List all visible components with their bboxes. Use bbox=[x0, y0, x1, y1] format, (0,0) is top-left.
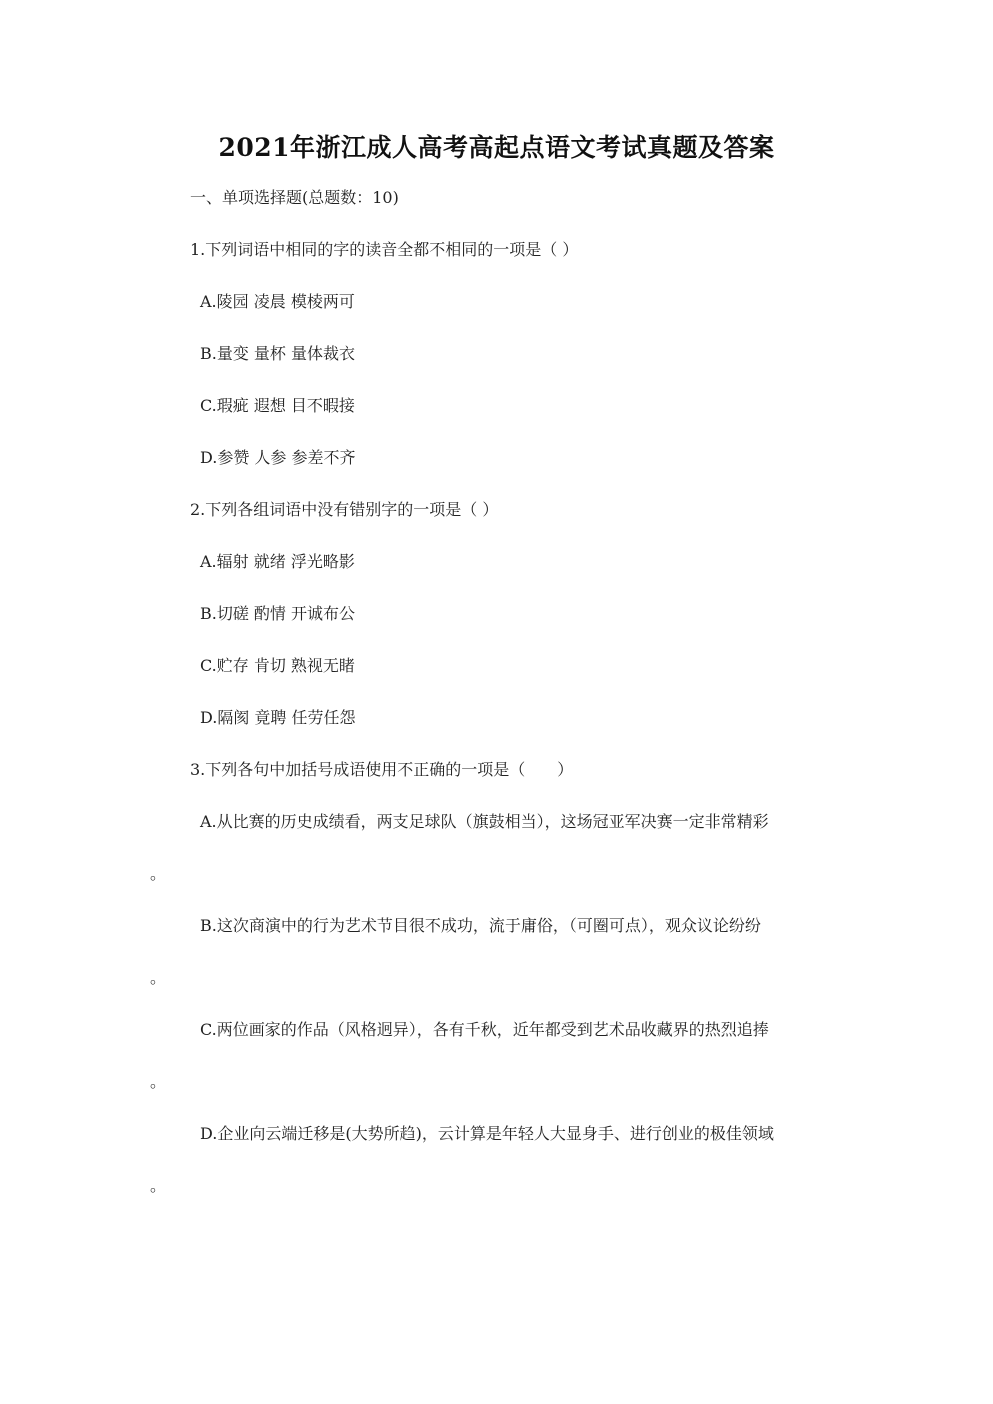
question-option: D.隔阂 竟聘 任劳任怨 bbox=[200, 708, 356, 727]
option-end-punctuation: 。 bbox=[150, 1176, 167, 1195]
question-option: D.参赞 人参 参差不齐 bbox=[200, 448, 356, 467]
option-end-punctuation: 。 bbox=[150, 968, 167, 987]
question-stem: 2.下列各组词语中没有错别字的一项是（ ） bbox=[190, 500, 499, 519]
question-stem: 3.下列各句中加括号成语使用不正确的一项是（ ） bbox=[190, 760, 574, 779]
question-option: B.这次商演中的行为艺术节目很不成功，流于庸俗，（可圈可点），观众议论纷纷 bbox=[200, 916, 761, 935]
question-option: B.量变 量杯 量体裁衣 bbox=[200, 344, 356, 363]
question-option: C.贮存 肯切 熟视无睹 bbox=[200, 656, 355, 675]
question-option: A.从比赛的历史成绩看，两支足球队（旗鼓相当），这场冠亚军决赛一定非常精彩 bbox=[200, 812, 769, 831]
section-heading: 一、单项选择题(总题数：10) bbox=[190, 188, 399, 207]
question-option: A.陵园 凌晨 模棱两可 bbox=[200, 292, 355, 311]
option-end-punctuation: 。 bbox=[150, 1072, 167, 1091]
question-option: A.辐射 就绪 浮光略影 bbox=[200, 552, 355, 571]
option-end-punctuation: 。 bbox=[150, 864, 167, 883]
question-option: B.切磋 酌情 开诚布公 bbox=[200, 604, 356, 623]
question-option: C.瑕疵 遐想 目不暇接 bbox=[200, 396, 355, 415]
document-title: 2021年浙江成人高考高起点语文考试真题及答案 bbox=[218, 133, 775, 162]
question-stem: 1.下列词语中相同的字的读音全都不相同的一项是（ ） bbox=[190, 240, 579, 259]
question-option: D.企业向云端迁移是(大势所趋)，云计算是年轻人大显身手、进行创业的极佳领域 bbox=[200, 1124, 774, 1143]
question-option: C.两位画家的作品（风格迥异），各有千秋，近年都受到艺术品收藏界的热烈追捧 bbox=[200, 1020, 769, 1039]
